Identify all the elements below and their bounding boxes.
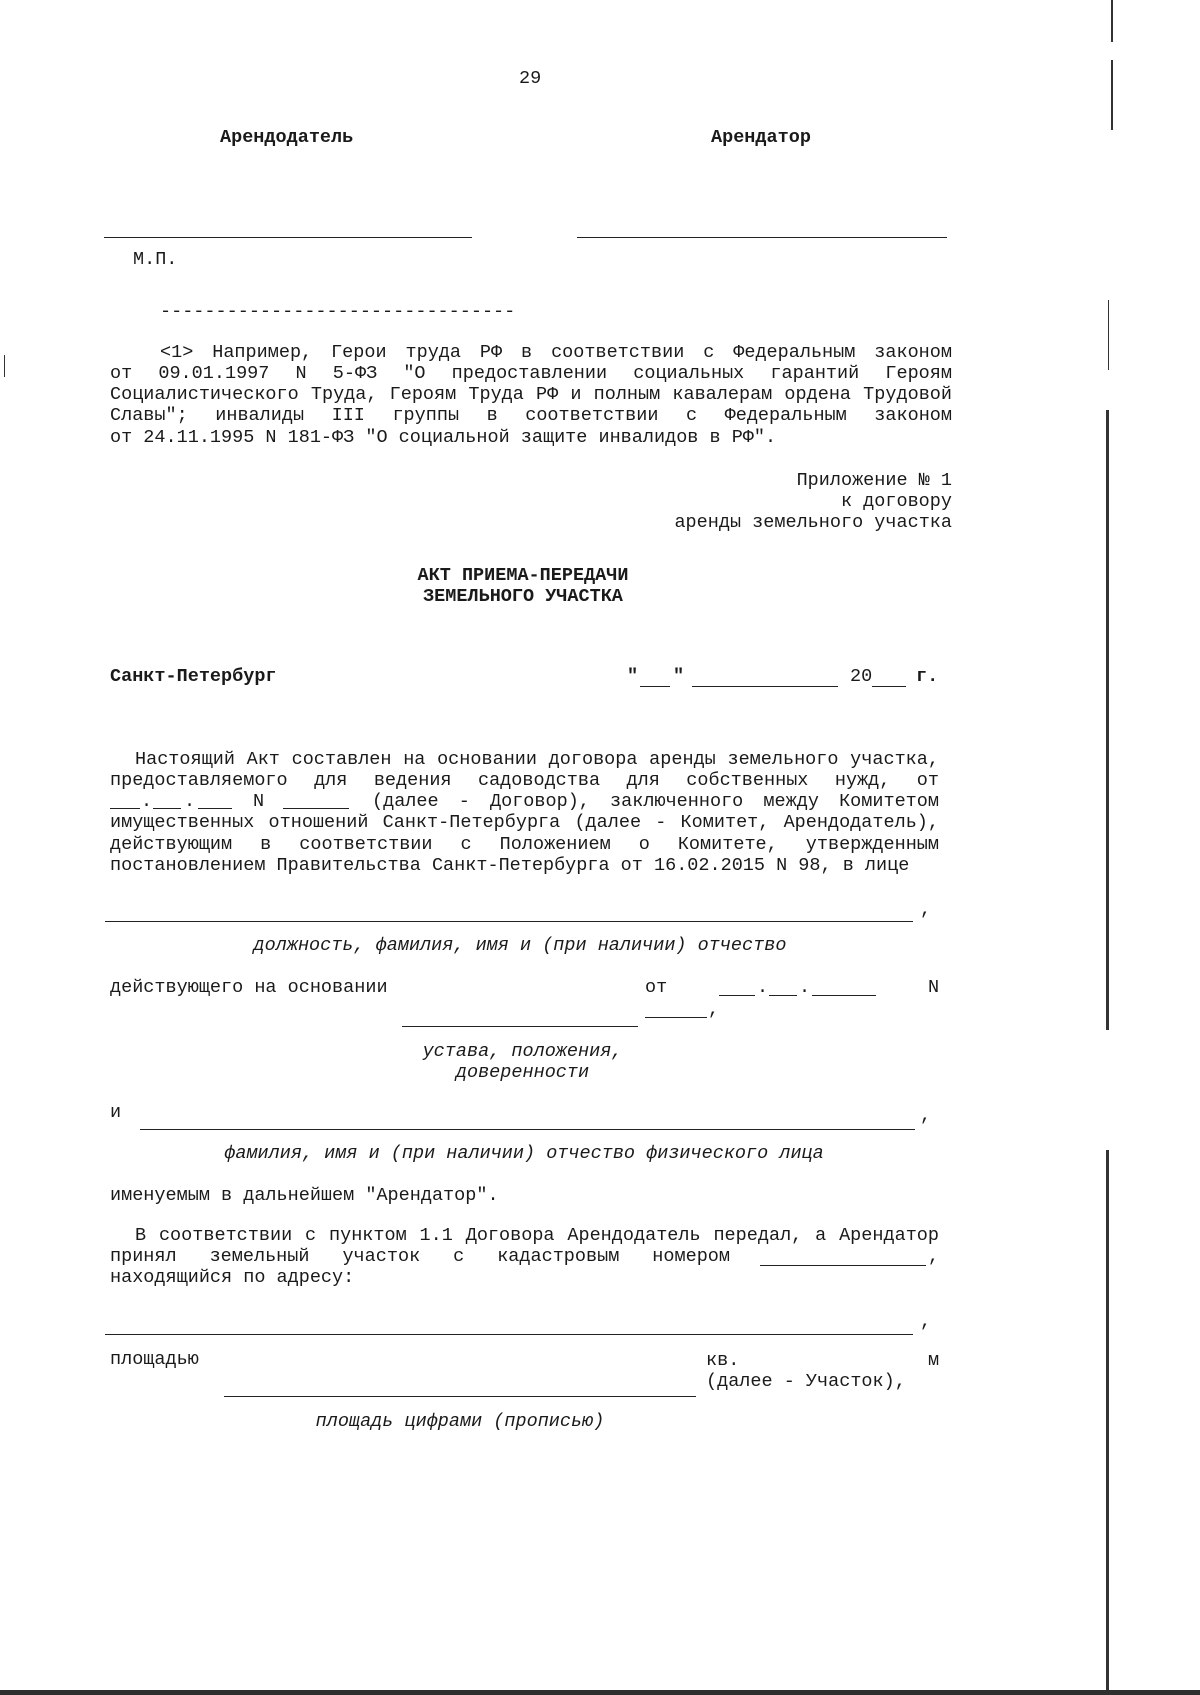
comma: , xyxy=(920,1105,932,1126)
contract-number-sign: N xyxy=(253,791,265,812)
day-blank xyxy=(640,686,670,687)
comma: , xyxy=(928,1246,940,1267)
para1-line-6: постановлением Правительства Санкт-Петербурга от 16.02.2015 N 98, в лице xyxy=(110,855,910,876)
appendix-line-1: Приложение № 1 xyxy=(796,470,952,491)
month-blank xyxy=(692,686,838,687)
scan-edge-mark xyxy=(1111,60,1113,130)
basis-document-blank xyxy=(402,1026,638,1027)
footnote-rule: -------------------------------- xyxy=(160,301,516,322)
caption-basis-2: доверенности xyxy=(455,1062,590,1083)
footnote-line-5: от 24.11.1995 N 181-ФЗ "О социальной защите инвалидов в РФ". xyxy=(110,427,777,448)
footnote-line-3: Социалистического Труда, Героям Труда РФ и полным кавалерам ордена Трудовой xyxy=(110,384,952,405)
area-blank xyxy=(224,1396,696,1397)
comma: , xyxy=(920,899,932,920)
para2-line-1: В соответствии с пунктом 1.1 Договора Арендодатель передал, а Арендатор xyxy=(135,1225,939,1246)
para1-line-2: предоставляемого для ведения садоводства для собственных нужд, от xyxy=(110,770,939,791)
caption-basis-1: устава, положения, xyxy=(422,1041,623,1062)
contract-year-blank xyxy=(198,808,232,809)
dot-separator: . xyxy=(757,977,769,998)
basis-number-blank xyxy=(645,1017,707,1018)
caption-person: фамилия, имя и (при наличии) отчество физического лица xyxy=(224,1143,824,1164)
scan-edge-mark xyxy=(1108,300,1109,370)
appendix-line-2: к договору xyxy=(840,491,952,512)
comma: , xyxy=(920,1311,932,1332)
act-title-line-1: АКТ ПРИЕМА-ПЕРЕДАЧИ xyxy=(417,565,629,586)
year-prefix: 20 xyxy=(850,666,873,687)
scan-edge-mark xyxy=(1111,0,1113,42)
basis-month-blank xyxy=(769,995,797,996)
caption-position: должность, фамилия, имя и (при наличии) отчество xyxy=(253,935,787,956)
person-blank xyxy=(140,1129,915,1130)
m-label: м xyxy=(928,1350,940,1371)
hereinafter-plot: (далее - Участок), xyxy=(706,1371,906,1392)
para1-line-1: Настоящий Акт составлен на основании договора аренды земельного участка, xyxy=(135,749,939,770)
date-quote-close: " xyxy=(673,666,685,687)
scan-edge-mark xyxy=(4,355,5,377)
dot-separator: . xyxy=(184,791,196,812)
year-suffix: г. xyxy=(916,666,939,687)
lessor-signature-line xyxy=(104,237,472,238)
scan-edge-mark xyxy=(1106,410,1109,1030)
caption-area: площадь цифрами (прописью) xyxy=(315,1411,605,1432)
para1-line-5: действующим в соответствии с Положением о Комитете, утвержденным xyxy=(110,834,939,855)
appendix-line-3: аренды земельного участка xyxy=(674,512,952,533)
area-label: площадью xyxy=(110,1349,199,1370)
lessee-heading: Арендатор xyxy=(711,127,811,148)
contract-month-blank xyxy=(153,808,181,809)
para2-line-3: находящийся по адресу: xyxy=(110,1267,355,1288)
footnote-line-2: от 09.01.1997 N 5-ФЗ "О предоставлении социальных гарантий Героям xyxy=(110,363,952,384)
comma: , xyxy=(708,999,720,1020)
address-blank xyxy=(105,1334,913,1335)
hereinafter-lessee: именуемым в дальнейшем "Арендатор". xyxy=(110,1185,499,1206)
footnote-line-1: <1> Например, Герои труда РФ в соответствии с Федеральным законом xyxy=(160,342,952,363)
dot-separator: . xyxy=(799,977,811,998)
para1-line-3: (далее - Договор), заключенного между Комитетом xyxy=(372,791,939,812)
scan-edge-mark xyxy=(1106,1150,1109,1690)
acting-basis-label: действующего на основании xyxy=(110,977,388,998)
and-label: и xyxy=(110,1102,122,1123)
from-label: от xyxy=(645,977,668,998)
date-quote-open: " xyxy=(627,666,639,687)
contract-number-blank xyxy=(283,808,349,809)
para2-line-2: принял земельный участок с кадастровым номером xyxy=(110,1246,730,1267)
sq-label: кв. xyxy=(706,1350,740,1371)
para1-line-4: имущественных отношений Санкт-Петербурга (далее - Комитет, Арендодатель), xyxy=(110,812,939,833)
basis-year-blank xyxy=(812,995,876,996)
footnote-line-4: Славы"; инвалиды III группы в соответствии с Федеральным законом xyxy=(110,405,952,426)
cadastral-number-blank xyxy=(760,1265,926,1266)
place-label: Санкт-Петербург xyxy=(110,666,277,687)
act-title-line-2: ЗЕМЕЛЬНОГО УЧАСТКА xyxy=(423,586,623,607)
representative-blank xyxy=(105,921,913,922)
dot-separator: . xyxy=(141,791,153,812)
lessor-heading: Арендодатель xyxy=(220,127,354,148)
seal-label: М.П. xyxy=(133,249,178,270)
page-number: 29 xyxy=(519,68,542,89)
lessee-signature-line xyxy=(577,237,947,238)
scan-bottom-edge xyxy=(0,1690,1200,1695)
year-blank xyxy=(872,686,906,687)
basis-day-blank xyxy=(719,995,755,996)
contract-day-blank xyxy=(110,808,140,809)
basis-number-sign: N xyxy=(928,977,940,998)
